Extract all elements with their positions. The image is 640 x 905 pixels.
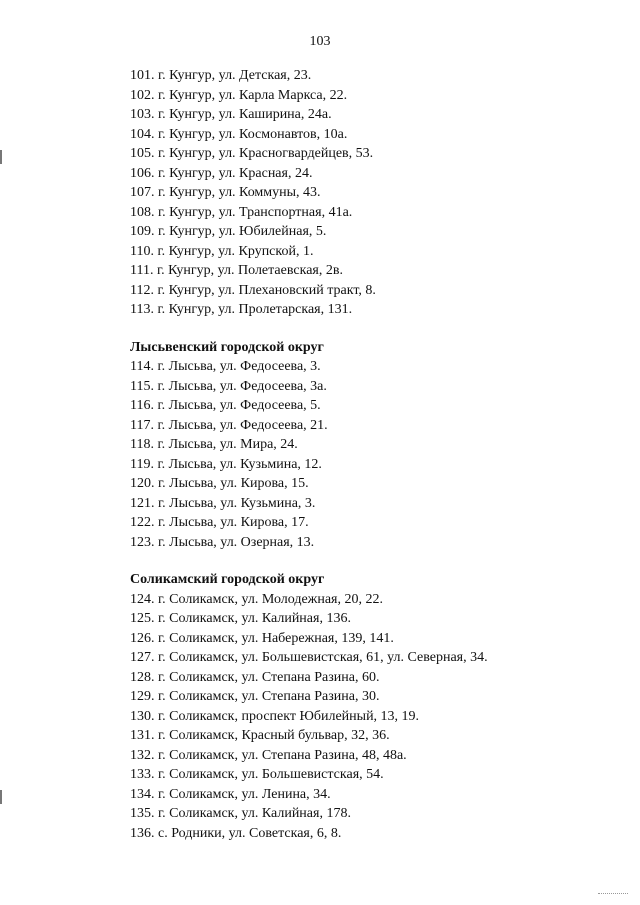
list-item: 115. г. Лысьва, ул. Федосеева, 3а. bbox=[130, 378, 327, 394]
scan-edge-mark bbox=[0, 790, 2, 804]
list-item: 105. г. Кунгур, ул. Красногвардейцев, 53. bbox=[130, 146, 374, 161]
list-item: 127. г. Соликамск, ул. Большевистская, 61, ул. Северная, 34. bbox=[130, 650, 488, 665]
list-item: 134. г. Соликамск, ул. Ленина, 34. bbox=[130, 786, 331, 802]
address-list bbox=[130, 66, 600, 843]
list-item: 131. г. Соликамск, Красный бульвар, 32, 36. bbox=[130, 728, 390, 743]
list-item: 132. г. Соликамск, ул. Степана Разина, 48, 48а. bbox=[130, 747, 407, 763]
list-item: 129. г. Соликамск, ул. Степана Разина, 30. bbox=[130, 689, 380, 704]
list-item: 108. г. Кунгур, ул. Транспортная, 41а. bbox=[130, 204, 353, 220]
section-spacer bbox=[130, 552, 600, 570]
list-item: 133. г. Соликамск, ул. Большевистская, 54. bbox=[130, 767, 384, 782]
list-item: 136. с. Родники, ул. Советская, 6, 8. bbox=[130, 825, 342, 841]
scan-edge-mark bbox=[0, 150, 2, 164]
list-item: 128. г. Соликамск, ул. Степана Разина, 60. bbox=[130, 669, 380, 685]
list-item: 103. г. Кунгур, ул. Каширина, 24а. bbox=[130, 107, 332, 122]
kungur-section bbox=[130, 66, 600, 320]
list-item: 124. г. Соликамск, ул. Молодежная, 20, 22. bbox=[130, 591, 383, 607]
scan-edge-mark bbox=[598, 893, 628, 897]
list-item: 123. г. Лысьва, ул. Озерная, 13. bbox=[130, 534, 315, 550]
list-item: 110. г. Кунгур, ул. Крупской, 1. bbox=[130, 243, 314, 259]
page-number: 103 bbox=[309, 34, 331, 49]
list-item: 117. г. Лысьва, ул. Федосеева, 21. bbox=[130, 417, 328, 433]
list-item: 118. г. Лысьва, ул. Мира, 24. bbox=[130, 437, 298, 452]
list-item: 120. г. Лысьва, ул. Кирова, 15. bbox=[130, 476, 309, 491]
solikamsk-section bbox=[130, 570, 600, 843]
section-heading: Лысьвенский городской округ bbox=[130, 339, 324, 355]
list-item: 116. г. Лысьва, ул. Федосеева, 5. bbox=[130, 398, 321, 413]
list-item: 121. г. Лысьва, ул. Кузьмина, 3. bbox=[130, 495, 316, 511]
list-item: 111. г. Кунгур, ул. Полетаевская, 2в. bbox=[130, 263, 343, 278]
list-item: 104. г. Кунгур, ул. Космонавтов, 10а. bbox=[130, 126, 348, 142]
list-item: 101. г. Кунгур, ул. Детская, 23. bbox=[130, 68, 312, 83]
list-item: 102. г. Кунгур, ул. Карла Маркса, 22. bbox=[130, 87, 348, 103]
list-item: 114. г. Лысьва, ул. Федосеева, 3. bbox=[130, 359, 321, 374]
list-item: 113. г. Кунгур, ул. Пролетарская, 131. bbox=[130, 302, 353, 317]
section-spacer bbox=[130, 320, 600, 338]
list-item: 119. г. Лысьва, ул. Кузьмина, 12. bbox=[130, 456, 322, 472]
list-item: 109. г. Кунгур, ул. Юбилейная, 5. bbox=[130, 224, 327, 239]
list-item: 107. г. Кунгур, ул. Коммуны, 43. bbox=[130, 185, 321, 200]
lysva-section bbox=[130, 338, 600, 553]
list-item: 126. г. Соликамск, ул. Набережная, 139, 141. bbox=[130, 630, 394, 646]
list-item: 122. г. Лысьва, ул. Кирова, 17. bbox=[130, 515, 309, 530]
list-item: 112. г. Кунгур, ул. Плехановский тракт, 8. bbox=[130, 282, 376, 298]
list-item: 135. г. Соликамск, ул. Калийная, 178. bbox=[130, 806, 351, 821]
list-item: 130. г. Соликамск, проспект Юбилейный, 13, 19. bbox=[130, 708, 420, 724]
list-item: 125. г. Соликамск, ул. Калийная, 136. bbox=[130, 611, 351, 626]
section-heading: Соликамский городской округ bbox=[130, 572, 325, 587]
list-item: 106. г. Кунгур, ул. Красная, 24. bbox=[130, 165, 313, 181]
